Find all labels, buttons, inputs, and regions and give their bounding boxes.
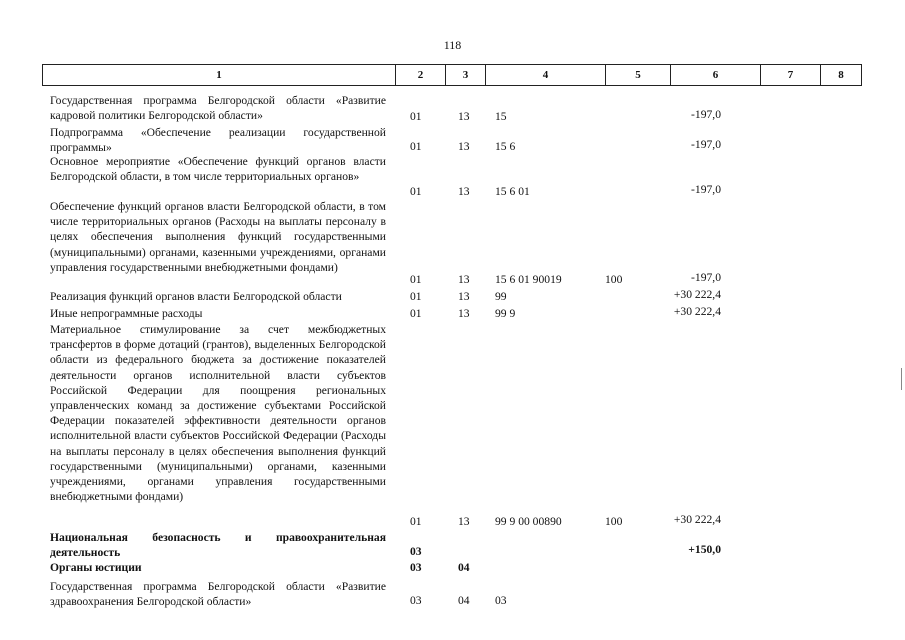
row-section: 01 — [410, 110, 422, 123]
scan-margin-mark — [901, 368, 902, 390]
header-col-4: 4 — [485, 65, 605, 85]
row-name: Основное мероприятие «Обеспечение функций органов власти Белгородской области, в том числе территориальных органов» — [50, 155, 386, 184]
header-col-3: 3 — [445, 65, 485, 85]
row-target-code: 03 — [495, 594, 507, 607]
row-section: 01 — [410, 515, 422, 528]
row-amount: +30 222,4 — [673, 513, 721, 526]
row-section: 01 — [410, 290, 422, 303]
row-amount: +30 222,4 — [673, 288, 721, 301]
header-col-1: 1 — [42, 65, 395, 85]
row-subsection: 13 — [458, 307, 470, 320]
row-expense-type: 100 — [605, 515, 623, 528]
header-col-8: 8 — [820, 65, 862, 85]
header-col-5: 5 — [605, 65, 670, 85]
row-subsection: 04 — [458, 594, 470, 607]
row-section: 01 — [410, 185, 422, 198]
row-subsection: 13 — [458, 515, 470, 528]
row-amount: +30 222,4 — [673, 305, 721, 318]
row-name: Материальное стимулирование за счет межбюджетных трансфертов в форме дотаций (грантов), выделенных Белгородской области из федерального бюджета за достижение показателей деятельности органов исполнительной власти субъектов Российской Федерации для поощрения региональных управленческих команд за достижение субъектами Российской Федерации показателей эффективности деятельности органов исполнительной власти субъектов Российской Федерации (Расходы на выплаты персоналу в целях обеспечения выполнения функций государственными (муниципальными) органами, казенными учреждениями, органами управления государственными внебюджетными фондами) — [50, 323, 386, 504]
header-col-2: 2 — [395, 65, 445, 85]
row-name: Государственная программа Белгородской области «Развитие здравоохранения Белгородской области» — [50, 580, 386, 609]
row-target-code: 15 — [495, 110, 507, 123]
row-name: Органы юстиции — [50, 561, 142, 574]
row-name: Подпрограмма «Обеспечение реализации государственной программы» — [50, 126, 386, 155]
header-col-7: 7 — [760, 65, 820, 85]
row-amount: -197,0 — [691, 108, 721, 121]
row-name: Государственная программа Белгородской области «Развитие кадровой политики Белгородской области» — [50, 94, 386, 123]
row-section: 01 — [410, 140, 422, 153]
row-target-code: 99 9 — [495, 307, 516, 320]
row-expense-type: 100 — [605, 273, 623, 286]
row-target-code: 99 — [495, 290, 507, 303]
page-number: 118 — [443, 38, 462, 52]
header-col-6: 6 — [670, 65, 760, 85]
row-section: 01 — [410, 273, 422, 286]
row-amount: -197,0 — [691, 138, 721, 151]
row-amount: -197,0 — [691, 271, 721, 284]
row-amount: -197,0 — [691, 183, 721, 196]
row-subsection: 13 — [458, 273, 470, 286]
row-name: Реализация функций органов власти Белгородской области — [50, 290, 342, 303]
row-target-code: 15 6 01 90019 — [495, 273, 562, 286]
table-header — [42, 64, 862, 86]
row-subsection: 13 — [458, 110, 470, 123]
row-target-code: 15 6 — [495, 140, 516, 153]
row-subsection: 13 — [458, 290, 470, 303]
row-section: 01 — [410, 307, 422, 320]
row-section: 03 — [410, 561, 422, 574]
row-target-code: 99 9 00 00890 — [495, 515, 562, 528]
row-section: 03 — [410, 594, 422, 607]
row-amount: +150,0 — [688, 543, 721, 556]
row-name: Иные непрограммные расходы — [50, 307, 203, 320]
row-section: 03 — [410, 545, 422, 558]
row-subsection: 13 — [458, 185, 470, 198]
row-name: Обеспечение функций органов власти Белгородской области, в том числе территориальных органов (Расходы на выплаты персоналу в целях обеспечения выполнения функций государственными (муниципальными) органами, казенными учреждениями, органами управления государственными внебюджетными фондами) — [50, 200, 386, 274]
row-subsection: 04 — [458, 561, 470, 574]
row-subsection: 13 — [458, 140, 470, 153]
row-name: Национальная безопасность и правоохранительная деятельность — [50, 531, 386, 560]
row-target-code: 15 6 01 — [495, 185, 530, 198]
